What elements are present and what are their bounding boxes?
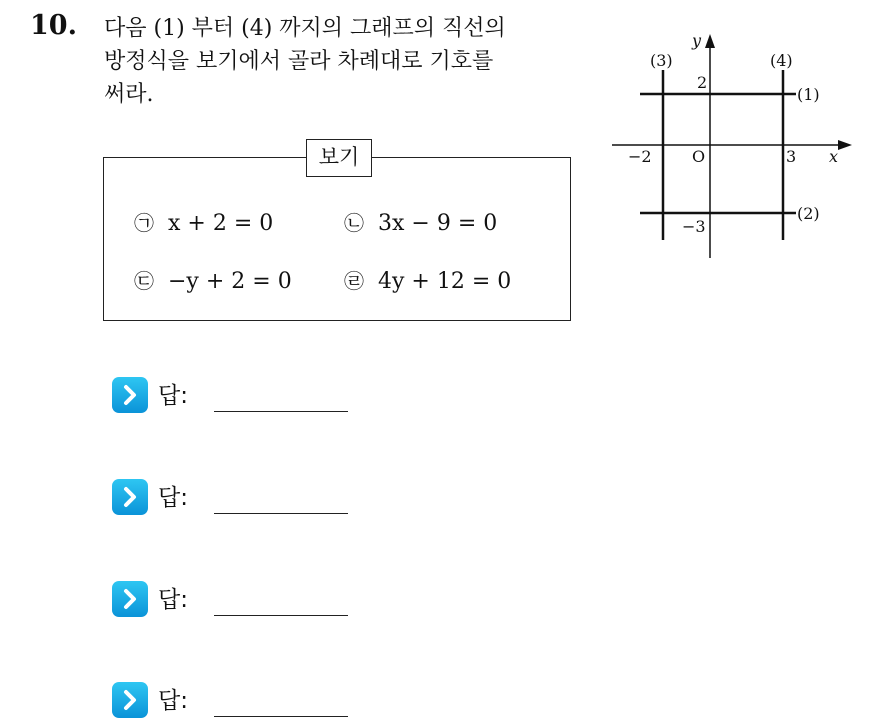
y-tick-pos: 2 — [697, 73, 708, 92]
y-tick-neg: −3 — [682, 217, 706, 236]
answer-blank[interactable] — [214, 716, 348, 717]
line-label-1: (1) — [797, 85, 820, 104]
origin-label: O — [692, 147, 706, 166]
y-axis-label: y — [692, 31, 702, 50]
chevron-right-icon — [112, 581, 148, 617]
choice-mark: ㉣ — [344, 269, 364, 293]
choice-equation: −y + 2 = 0 — [168, 269, 292, 294]
chevron-right-icon — [112, 479, 148, 515]
question-text — [104, 12, 584, 111]
choice-item-d — [344, 265, 511, 294]
line-label-3: (3) — [650, 51, 673, 70]
question-line: 다음 (1) 부터 (4) 까지의 그래프의 직선의 — [104, 16, 506, 41]
coordinate-graph — [600, 24, 860, 264]
y-axis-arrow — [705, 34, 715, 48]
answer-label: 답: — [158, 485, 188, 511]
choice-mark: ㉡ — [344, 211, 364, 235]
answer-blank[interactable] — [214, 411, 348, 412]
choice-mark: ㉢ — [134, 269, 154, 293]
question-number: 10. — [30, 10, 77, 41]
answer-blank[interactable] — [214, 615, 348, 616]
choice-item-c — [134, 265, 292, 294]
x-axis-arrow — [838, 140, 852, 150]
choice-equation: 3x − 9 = 0 — [378, 211, 498, 236]
x-tick-pos: 3 — [786, 147, 797, 166]
choice-item-a — [134, 207, 273, 236]
answer-blank[interactable] — [214, 513, 348, 514]
answer-label: 답: — [158, 587, 188, 613]
choices-box-title: 보기 — [306, 139, 372, 177]
line-label-4: (4) — [770, 51, 793, 70]
question-line: 방정식을 보기에서 골라 차례대로 기호를 — [104, 49, 494, 74]
line-label-2: (2) — [797, 204, 820, 223]
chevron-right-icon — [112, 682, 148, 718]
question-line: 써라. — [104, 82, 154, 107]
choice-equation: x + 2 = 0 — [168, 211, 274, 236]
x-axis-label: x — [829, 147, 839, 166]
answer-label: 답: — [158, 688, 188, 714]
choices-box — [103, 157, 571, 321]
answer-label: 답: — [158, 383, 188, 409]
x-tick-neg: −2 — [628, 147, 652, 166]
choice-item-b — [344, 207, 497, 236]
chevron-right-icon — [112, 377, 148, 413]
choice-mark: ㉠ — [134, 211, 154, 235]
choice-equation: 4y + 12 = 0 — [378, 269, 512, 294]
